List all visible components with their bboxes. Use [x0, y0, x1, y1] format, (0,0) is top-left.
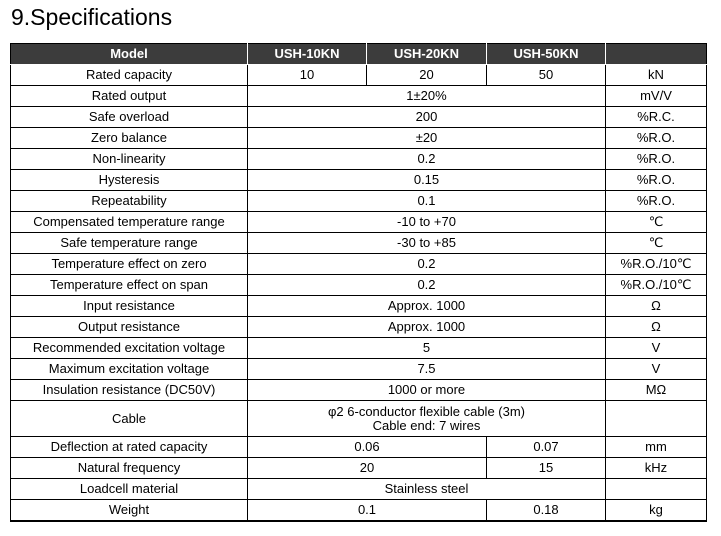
row-label: Repeatability: [11, 191, 248, 212]
value-all-models: 0.1: [248, 191, 606, 212]
table-row: [11, 128, 707, 149]
value-10kn-20kn: 20: [248, 458, 487, 479]
row-label: Deflection at rated capacity: [11, 437, 248, 458]
unit-cell: ℃: [606, 233, 707, 254]
table-row: [11, 233, 707, 254]
value-all-models: 200: [248, 107, 606, 128]
row-label: Rated output: [11, 86, 248, 107]
row-label: Input resistance: [11, 296, 248, 317]
table-header-row: [11, 44, 707, 65]
row-label: Output resistance: [11, 317, 248, 338]
unit-cell: %R.O./10℃: [606, 275, 707, 296]
unit-cell: kHz: [606, 458, 707, 479]
cable-end-line: Cable end: 7 wires: [372, 417, 481, 433]
header-unit: [606, 44, 707, 65]
value-10kn-20kn: 0.1: [248, 500, 487, 522]
row-label: Cable: [11, 401, 248, 437]
value-50kn: 15: [487, 458, 606, 479]
row-label: Maximum excitation voltage: [11, 359, 248, 380]
unit-cell: kg: [606, 500, 707, 522]
unit-cell: [606, 401, 707, 437]
value-all-models: Approx. 1000: [248, 296, 606, 317]
value-10kn-20kn: 0.06: [248, 437, 487, 458]
row-label: Loadcell material: [11, 479, 248, 500]
table-row: [11, 458, 707, 479]
table-row: [11, 170, 707, 191]
header-ush-50kn: USH-50KN: [487, 44, 606, 65]
table-row: [11, 149, 707, 170]
value-all-models: ±20: [248, 128, 606, 149]
unit-cell: Ω: [606, 317, 707, 338]
table-row: [11, 359, 707, 380]
unit-cell: mm: [606, 437, 707, 458]
row-label: Zero balance: [11, 128, 248, 149]
value-50kn: 0.07: [487, 437, 606, 458]
table-row: [11, 65, 707, 86]
unit-cell: %R.C.: [606, 107, 707, 128]
row-label: Safe temperature range: [11, 233, 248, 254]
specifications-table: [10, 43, 707, 522]
value-all-models: 1±20%: [248, 86, 606, 107]
unit-cell: ℃: [606, 212, 707, 233]
row-label: Temperature effect on zero: [11, 254, 248, 275]
table-row: [11, 296, 707, 317]
value-all-models: Stainless steel: [248, 479, 606, 500]
value-all-models: 0.15: [248, 170, 606, 191]
header-ush-20kn: USH-20KN: [367, 44, 487, 65]
table-row: [11, 401, 707, 437]
unit-cell: %R.O.: [606, 128, 707, 149]
unit-cell: %R.O.: [606, 149, 707, 170]
page-title: 9.Specifications: [11, 4, 173, 30]
unit-cell: mV/V: [606, 86, 707, 107]
header-ush-10kn: USH-10KN: [248, 44, 367, 65]
value-50kn: 50: [487, 65, 606, 86]
table-row: [11, 500, 707, 522]
unit-cell: [606, 479, 707, 500]
row-label: Rated capacity: [11, 65, 248, 86]
row-label: Insulation resistance (DC50V): [11, 380, 248, 401]
row-label: Recommended excitation voltage: [11, 338, 248, 359]
value-all-models: -30 to +85: [248, 233, 606, 254]
unit-cell: %R.O.: [606, 191, 707, 212]
value-all-models: 0.2: [248, 254, 606, 275]
table-row: [11, 212, 707, 233]
table-row: [11, 380, 707, 401]
unit-cell: V: [606, 338, 707, 359]
value-all-models: 1000 or more: [248, 380, 606, 401]
value-all-models: 7.5: [248, 359, 606, 380]
table-row: [11, 479, 707, 500]
unit-cell: %R.O.: [606, 170, 707, 191]
value-all-models: -10 to +70: [248, 212, 606, 233]
header-model: Model: [11, 44, 248, 65]
row-label: Natural frequency: [11, 458, 248, 479]
value-all-models: 5: [248, 338, 606, 359]
unit-cell: MΩ: [606, 380, 707, 401]
unit-cell: %R.O./10℃: [606, 254, 707, 275]
value-all-models: [248, 401, 606, 437]
row-label: Compensated temperature range: [11, 212, 248, 233]
cable-spec-line: φ2 6-conductor flexible cable (3m): [327, 403, 526, 419]
value-all-models: 0.2: [248, 149, 606, 170]
value-50kn: 0.18: [487, 500, 606, 522]
table-row: [11, 437, 707, 458]
table-row: [11, 86, 707, 107]
value-10kn: 10: [248, 65, 367, 86]
table-row: [11, 254, 707, 275]
row-label: Weight: [11, 500, 248, 522]
row-label: Temperature effect on span: [11, 275, 248, 296]
row-label: Hysteresis: [11, 170, 248, 191]
value-20kn: 20: [367, 65, 487, 86]
unit-cell: kN: [606, 65, 707, 86]
table-row: [11, 338, 707, 359]
table-row: [11, 191, 707, 212]
table-row: [11, 107, 707, 128]
table-row: [11, 317, 707, 338]
unit-cell: Ω: [606, 296, 707, 317]
row-label: Safe overload: [11, 107, 248, 128]
unit-cell: V: [606, 359, 707, 380]
value-all-models: 0.2: [248, 275, 606, 296]
table-row: [11, 275, 707, 296]
row-label: Non-linearity: [11, 149, 248, 170]
value-all-models: Approx. 1000: [248, 317, 606, 338]
